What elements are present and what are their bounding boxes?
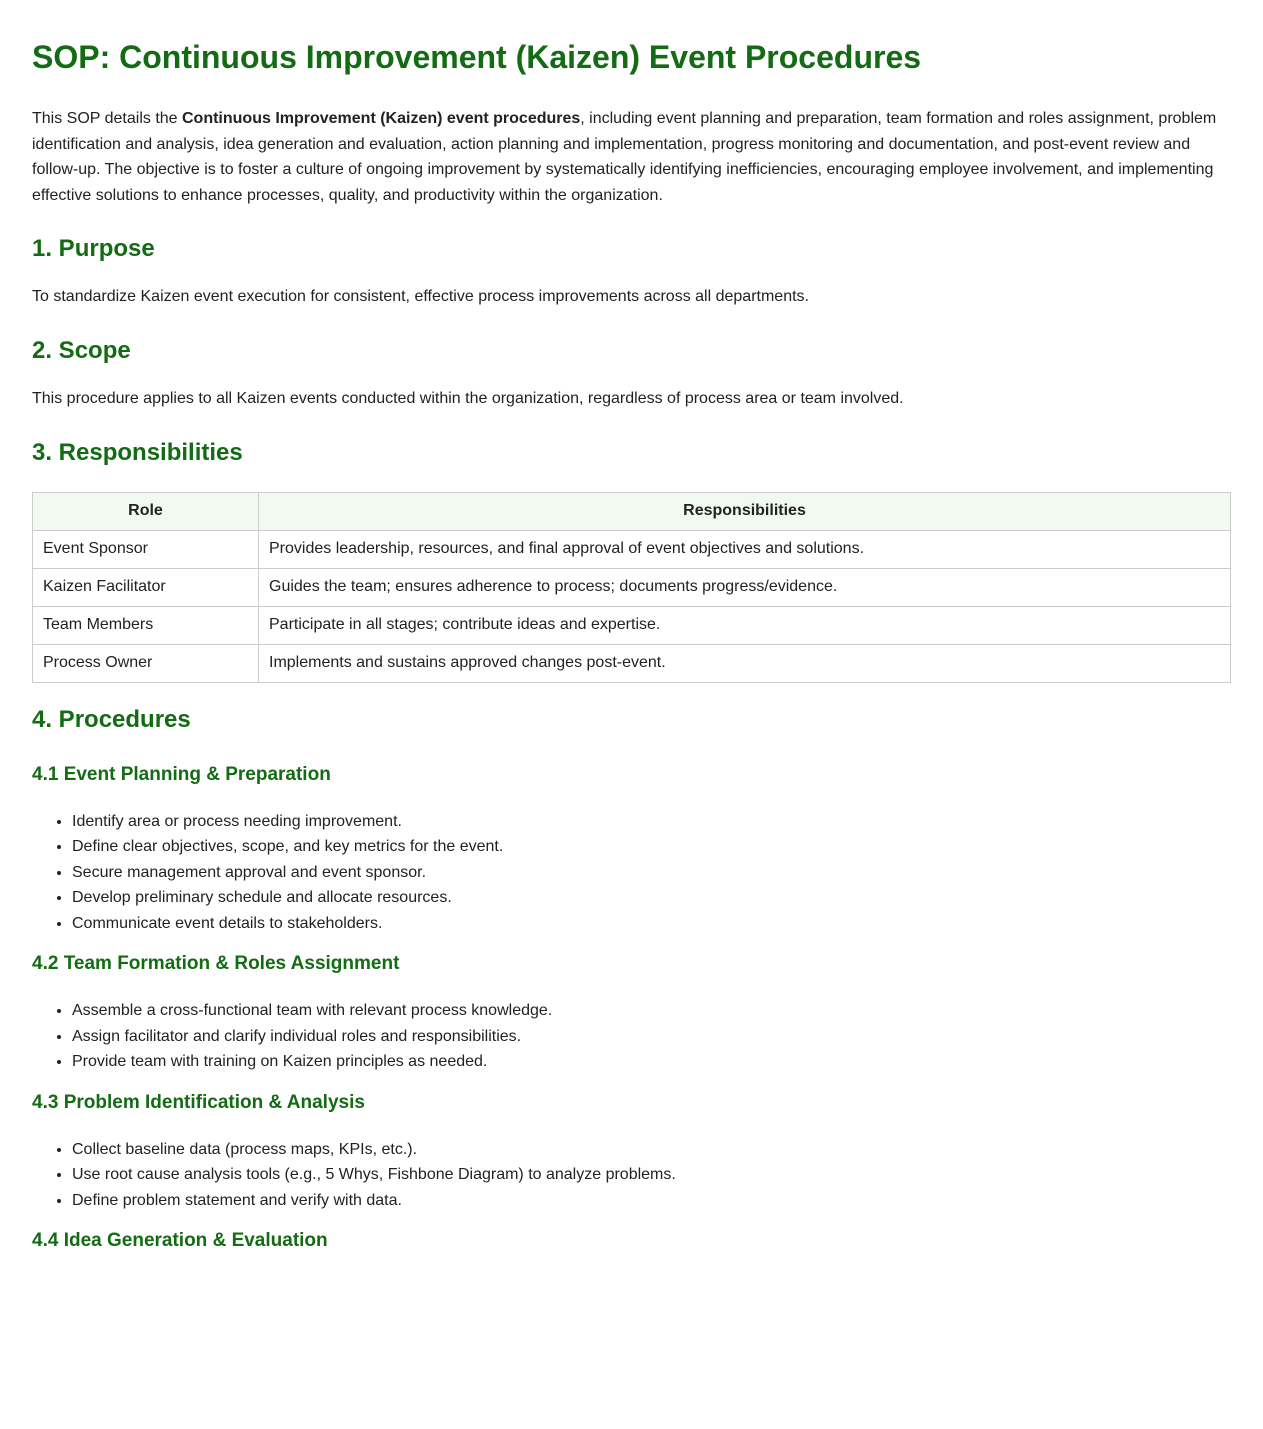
list-item: • Provide team with training on Kaizen principles as needed. [72,1049,1231,1075]
table-row [33,530,1231,568]
column-header-role: Role [33,492,259,530]
list-item: • Develop preliminary schedule and allocate resources. [72,885,1231,911]
scope-text: This procedure applies to all Kaizen events conducted within the organization, regardless of process area or team involved. [32,389,904,407]
section-heading-4-1: 4.1 Event Planning & Preparation [32,763,331,785]
list-4-2 [32,998,1231,1075]
responsibility-cell: Provides leadership, resources, and final approval of event objectives and solutions. [259,530,1231,568]
column-header-responsibilities: Responsibilities [259,492,1231,530]
table-row [33,606,1231,644]
page-title: SOP: Continuous Improvement (Kaizen) Event Procedures [32,39,922,75]
list-item: • Define clear objectives, scope, and key metrics for the event. [72,834,1231,860]
list-item: • Assign facilitator and clarify individual roles and responsibilities. [72,1024,1231,1050]
list-4-1 [32,809,1231,937]
list-item: • Identify area or process needing improvement. [72,809,1231,835]
table-row [33,568,1231,606]
list-item: • Use root cause analysis tools (e.g., 5 Whys, Fishbone Diagram) to analyze problems. [72,1162,1231,1188]
purpose-heading: 1. Purpose [32,235,155,263]
table-header-row [33,492,1231,530]
responsibilities-heading: 3. Responsibilities [32,438,243,466]
list-item: • Secure management approval and event sponsor. [72,860,1231,886]
section-heading-4-4: 4.4 Idea Generation & Evaluation [32,1230,328,1252]
intro-paragraph [32,106,1231,208]
role-cell: Team Members [33,606,259,644]
list-item: • Assemble a cross-functional team with relevant process knowledge. [72,998,1231,1024]
role-cell: Kaizen Facilitator [33,568,259,606]
intro-suffix: , including event planning and preparation, team formation and roles assignment, problem identification and analysis, idea generation and evaluation, action planning and implementation, progress monitoring and documentation, and post-event review and follow-up. The objective is to foster a culture of ongoing improvement by systematically identifying inefficiencies, encouraging employee involvement, and implementing effective solutions to enhance processes, quality, and productivity within the organization. [32,110,1217,204]
responsibility-cell: Implements and sustains approved changes post-event. [259,644,1231,682]
responsibility-cell: Participate in all stages; contribute ideas and expertise. [259,606,1231,644]
list-item: • Communicate event details to stakeholders. [72,911,1231,937]
list-4-3 [32,1137,1231,1214]
role-cell: Process Owner [33,644,259,682]
purpose-text: To standardize Kaizen event execution for consistent, effective process improvements across all departments. [32,288,809,306]
role-cell: Event Sponsor [33,530,259,568]
table-row [33,644,1231,682]
intro-bold: Continuous Improvement (Kaizen) event procedures [182,110,581,127]
section-heading-4-3: 4.3 Problem Identification & Analysis [32,1091,365,1113]
procedures-heading: 4. Procedures [32,705,191,733]
list-item: • Collect baseline data (process maps, KPIs, etc.). [72,1137,1231,1163]
intro-prefix: This SOP details the [32,110,182,127]
responsibility-cell: Guides the team; ensures adherence to process; documents progress/evidence. [259,568,1231,606]
section-heading-4-2: 4.2 Team Formation & Roles Assignment [32,953,400,975]
responsibilities-table [32,492,1231,683]
scope-heading: 2. Scope [32,336,131,364]
list-item: • Define problem statement and verify with data. [72,1188,1231,1214]
